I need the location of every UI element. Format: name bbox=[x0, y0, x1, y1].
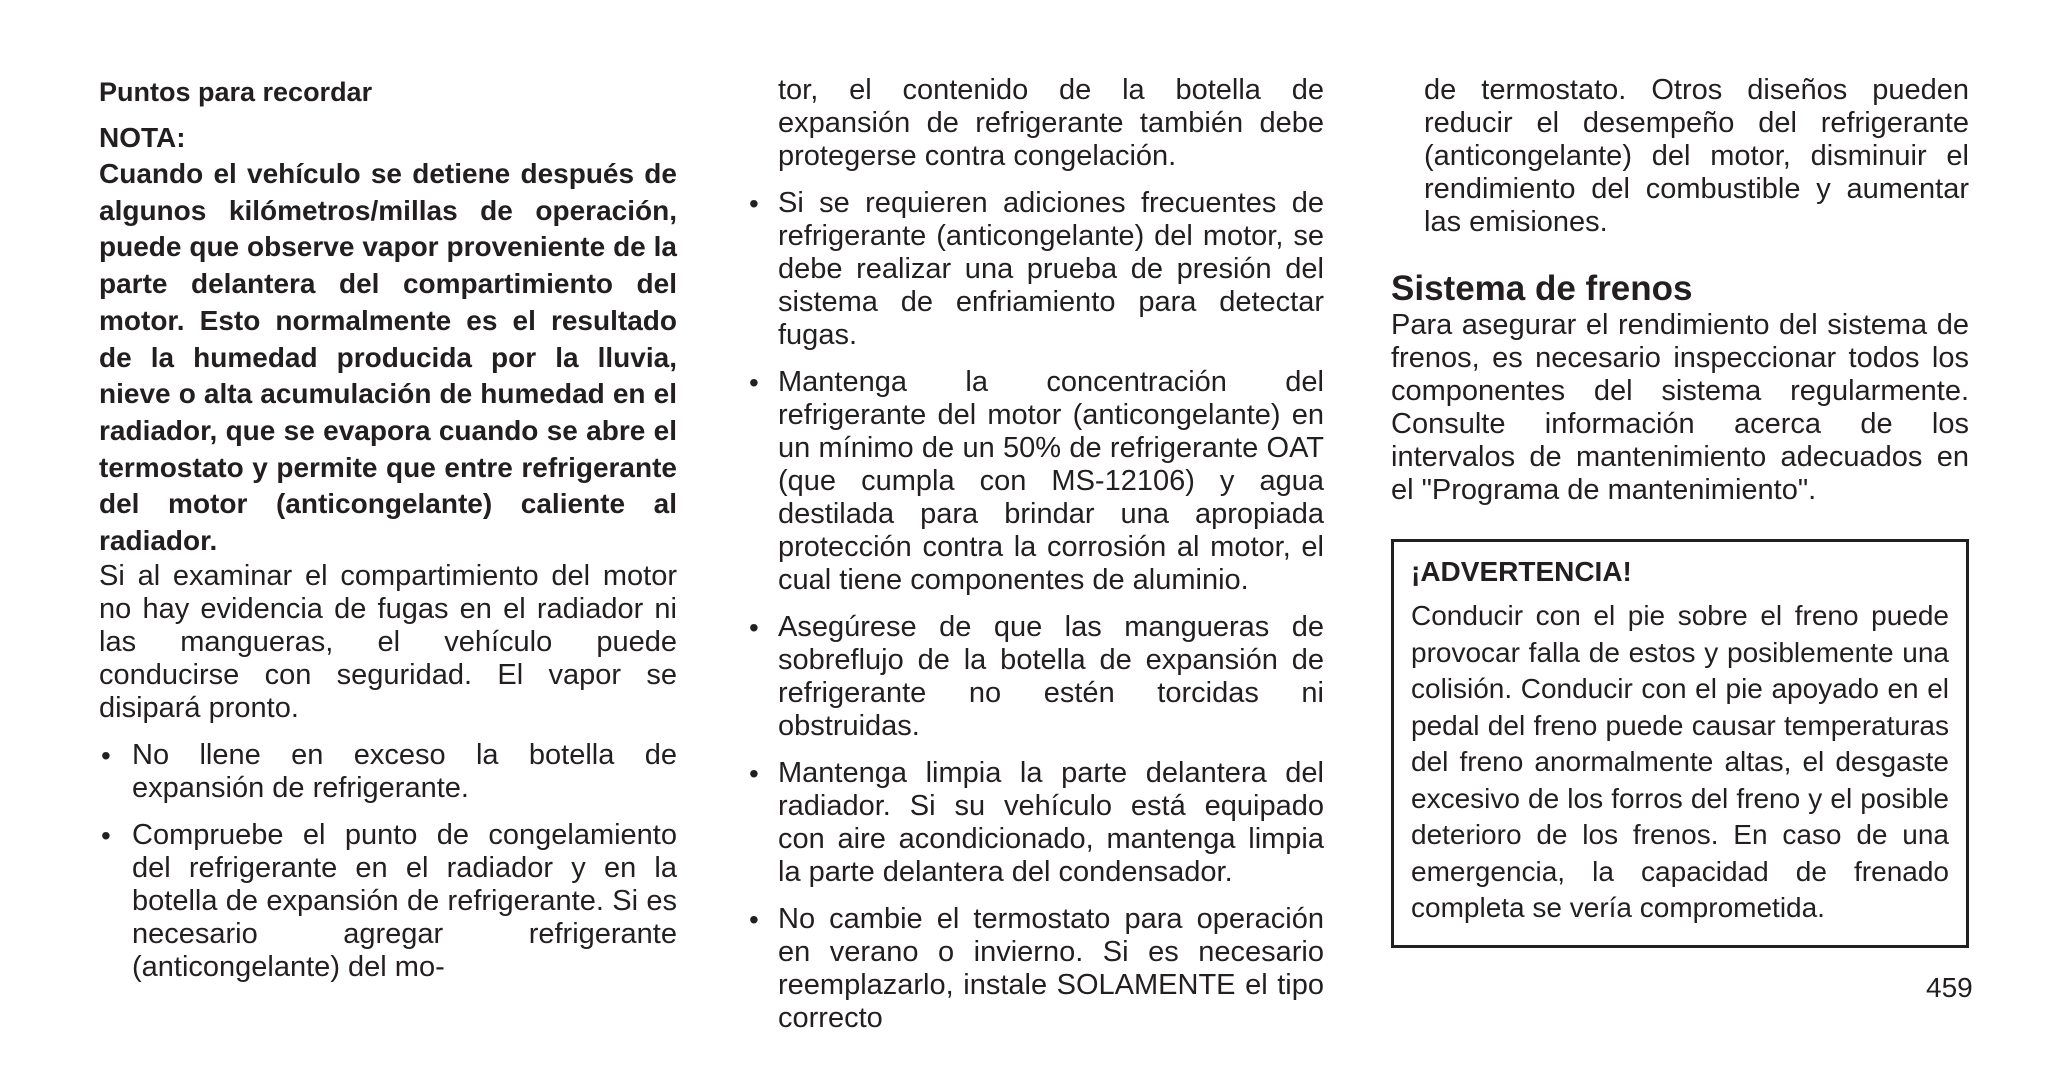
bullet-list bbox=[749, 187, 1324, 1035]
list-item-text: Mantenga limpia la parte delantera del radiador. Si su vehículo está equipado con aire acondicionado, mantenga limpia la parte delantera del condensador. bbox=[778, 757, 1324, 888]
bullet-icon: • bbox=[749, 904, 759, 935]
column-3 bbox=[1391, 74, 1969, 948]
section-heading: Puntos para recordar bbox=[99, 77, 373, 107]
list-item bbox=[99, 739, 677, 805]
page-number: 459 bbox=[1926, 972, 1973, 1003]
list-item-text: Compruebe el punto de congelamiento del refrigerante en el radiador y en la botella de expansión de refrigerante. Si es necesario agregar refrigerante (anticongelante) del mo- bbox=[132, 818, 677, 983]
list-item bbox=[749, 757, 1324, 889]
list-item bbox=[749, 187, 1324, 352]
column-1 bbox=[99, 74, 677, 984]
list-item bbox=[749, 611, 1324, 743]
bullet-icon: • bbox=[101, 739, 111, 771]
section-body: Para asegurar el rendimiento del sistema de frenos, es necesario inspeccionar todos los componentes del sistema regularmente. Consulte información acerca de los intervalos de mantenimiento adecuados en el "Programa de mantenimiento". bbox=[1391, 309, 1969, 506]
list-item-text: Mantenga la concentración del refrigerante del motor (anticongelante) en un mínimo de un 50% de refrigerante OAT (que cumpla con MS-12106) y agua destilada para brindar una apropiada protección contra la corrosión al motor, el cual tiene componentes de aluminio. bbox=[778, 366, 1324, 596]
warning-box bbox=[1391, 539, 1969, 948]
bullet-icon: • bbox=[749, 188, 759, 219]
bullet-icon: • bbox=[749, 612, 759, 643]
list-item bbox=[99, 819, 677, 984]
list-item bbox=[749, 366, 1324, 597]
section-title: Sistema de frenos bbox=[1391, 269, 1693, 308]
list-item-text: No cambie el termostato para operación en verano o invierno. Si es necesario reemplazarlo, instale SOLAMENTE el tipo correcto bbox=[778, 903, 1324, 1034]
list-item-text: Asegúrese de que las mangueras de sobreflujo de la botella de expansión de refrigerante no estén torcidas ni obstruidas. bbox=[778, 611, 1324, 742]
paragraph: Si al examinar el compartimiento del motor no hay evidencia de fugas en el radiador ni las mangueras, el vehículo puede conducirse con seguridad. El vapor se disipará pronto. bbox=[99, 559, 677, 724]
bullet-icon: • bbox=[749, 758, 759, 789]
note-title: NOTA: bbox=[99, 122, 186, 153]
warning-body: Conducir con el pie sobre el freno puede provocar falla de estos y posiblemente una colisión. Conducir con el pie apoyado en el pedal del freno puede causar temperaturas del freno anormalmente altas, el desgaste excesivo de los forros del freno y el posible deterioro de los frenos. En caso de una emergencia, la capacidad de frenado completa se vería comprometida. bbox=[1411, 600, 1949, 923]
warning-title: ¡ADVERTENCIA! bbox=[1411, 556, 1632, 587]
column-2 bbox=[749, 74, 1324, 1035]
list-item bbox=[749, 903, 1324, 1035]
continued-text: de termostato. Otros diseños pueden reducir el desempeño del refrigerante (anticongelante) del motor, disminuir el rendimiento del combustible y aumentar las emisiones. bbox=[1424, 74, 1969, 238]
bullet-icon: • bbox=[101, 819, 111, 851]
list-item-text: No llene en exceso la botella de expansión de refrigerante. bbox=[132, 738, 677, 804]
list-item-text: Si se requieren adiciones frecuentes de refrigerante (anticongelante) del motor, se debe realizar una prueba de presión del sistema de enfriamiento para detectar fugas. bbox=[778, 187, 1324, 351]
note-body: Cuando el vehículo se detiene después de algunos kilómetros/millas de operación, puede que observe vapor proveniente de la parte delantera del compartimiento del motor. Esto normalmente es el resultado de la humedad producida por la lluvia, nieve o alta acumulación de humedad en el radiador, que se evapora cuando se abre el termostato y permite que entre refrigerante del motor (anticongelante) caliente al radiador. bbox=[99, 158, 677, 557]
continued-text: tor, el contenido de la botella de expansión de refrigerante también debe protegerse contra congelación. bbox=[778, 74, 1324, 172]
bullet-list bbox=[99, 739, 677, 984]
bullet-icon: • bbox=[749, 367, 759, 398]
